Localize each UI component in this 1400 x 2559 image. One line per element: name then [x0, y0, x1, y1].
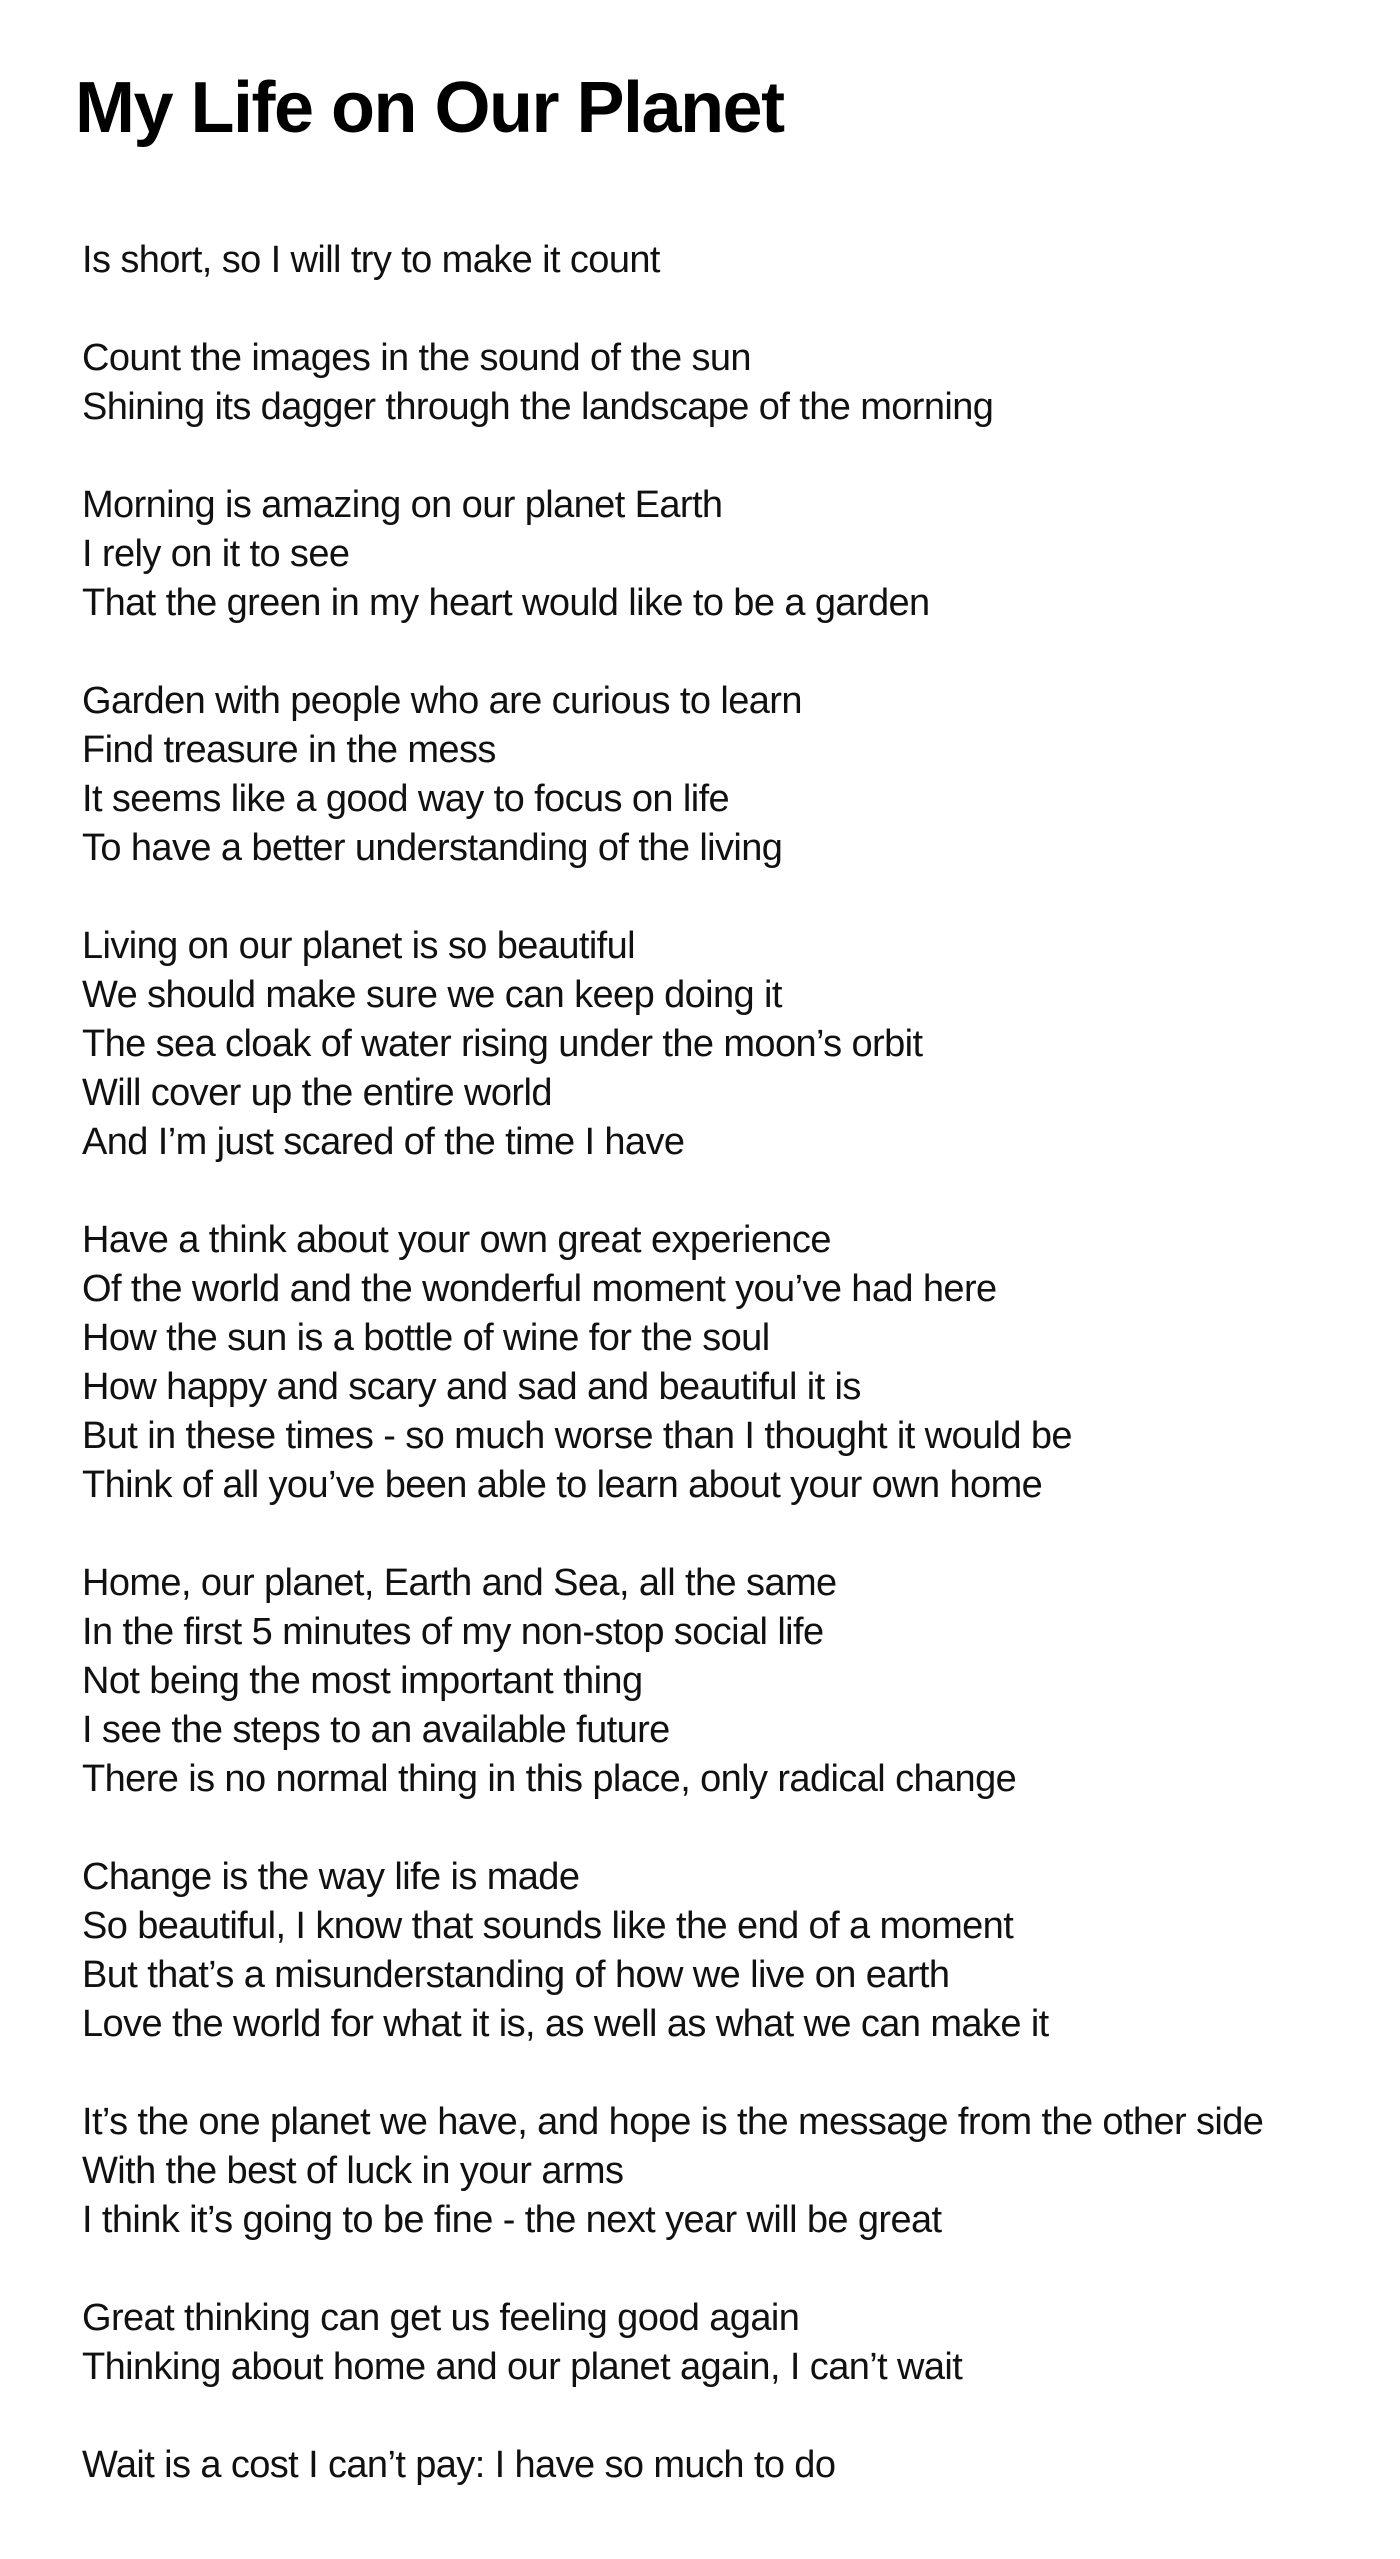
stanza: [82, 481, 1382, 628]
poem-line: With the best of luck in your arms: [82, 2150, 624, 2192]
poem-line: I rely on it to see: [82, 533, 350, 575]
stanza: [82, 2294, 1382, 2392]
stanza: [82, 677, 1382, 873]
poem-body: [82, 236, 1382, 2539]
poem-line: And I’m just scared of the time I have: [82, 1121, 685, 1163]
poem-line: Not being the most important thing: [82, 1660, 643, 1702]
stanza: [82, 1216, 1382, 1510]
stanza: [82, 236, 1382, 285]
poem-line: There is no normal thing in this place, only radical change: [82, 1758, 1017, 1800]
poem-line: Count the images in the sound of the sun: [82, 337, 751, 379]
poem-line: The sea cloak of water rising under the moon’s orbit: [82, 1023, 923, 1065]
poem-line: Thinking about home and our planet again, I can’t wait: [82, 2346, 963, 2388]
poem-line: Have a think about your own great experience: [82, 1219, 831, 1261]
poem-line: Home, our planet, Earth and Sea, all the same: [82, 1562, 837, 1604]
poem-line: How the sun is a bottle of wine for the soul: [82, 1317, 770, 1359]
poem-line: Change is the way life is made: [82, 1856, 580, 1898]
poem-line: Is short, so I will try to make it count: [82, 239, 660, 281]
poem-line: In the first 5 minutes of my non-stop social life: [82, 1611, 824, 1653]
poem-line: It seems like a good way to focus on life: [82, 778, 730, 820]
poem-line: Garden with people who are curious to learn: [82, 680, 802, 722]
poem-line: Will cover up the entire world: [82, 1072, 552, 1114]
poem-line: Wait is a cost I can’t pay: I have so much to do: [82, 2444, 836, 2486]
stanza: [82, 2098, 1382, 2245]
poem-line: Living on our planet is so beautiful: [82, 925, 636, 967]
poem-line: Shining its dagger through the landscape of the morning: [82, 386, 994, 428]
poem-line: Find treasure in the mess: [82, 729, 496, 771]
poem-line: Morning is amazing on our planet Earth: [82, 484, 723, 526]
page-title: My Life on Our Planet: [75, 68, 784, 148]
poem-line: How happy and scary and sad and beautiful it is: [82, 1366, 861, 1408]
poem-line: Of the world and the wonderful moment you’ve had here: [82, 1268, 997, 1310]
poem-line: So beautiful, I know that sounds like the end of a moment: [82, 1905, 1014, 1947]
poem-line: I think it’s going to be fine - the next year will be great: [82, 2199, 942, 2241]
poem-line: But that’s a misunderstanding of how we live on earth: [82, 1954, 950, 1996]
poem-line: We should make sure we can keep doing it: [82, 974, 782, 1016]
poem-line: To have a better understanding of the living: [82, 827, 783, 869]
poem-line: Think of all you’ve been able to learn about your own home: [82, 1464, 1043, 1506]
poem-line: Great thinking can get us feeling good again: [82, 2297, 800, 2339]
stanza: [82, 334, 1382, 432]
poem-line: That the green in my heart would like to be a garden: [82, 582, 930, 624]
stanza: [82, 2441, 1382, 2490]
stanza: [82, 1853, 1382, 2049]
poem-line: But in these times - so much worse than I thought it would be: [82, 1415, 1072, 1457]
poem-line: It’s the one planet we have, and hope is the message from the other side: [82, 2101, 1264, 2143]
stanza: [82, 1559, 1382, 1804]
stanza: [82, 922, 1382, 1167]
poem-line: Love the world for what it is, as well as what we can make it: [82, 2003, 1049, 2045]
poem-line: I see the steps to an available future: [82, 1709, 670, 1751]
